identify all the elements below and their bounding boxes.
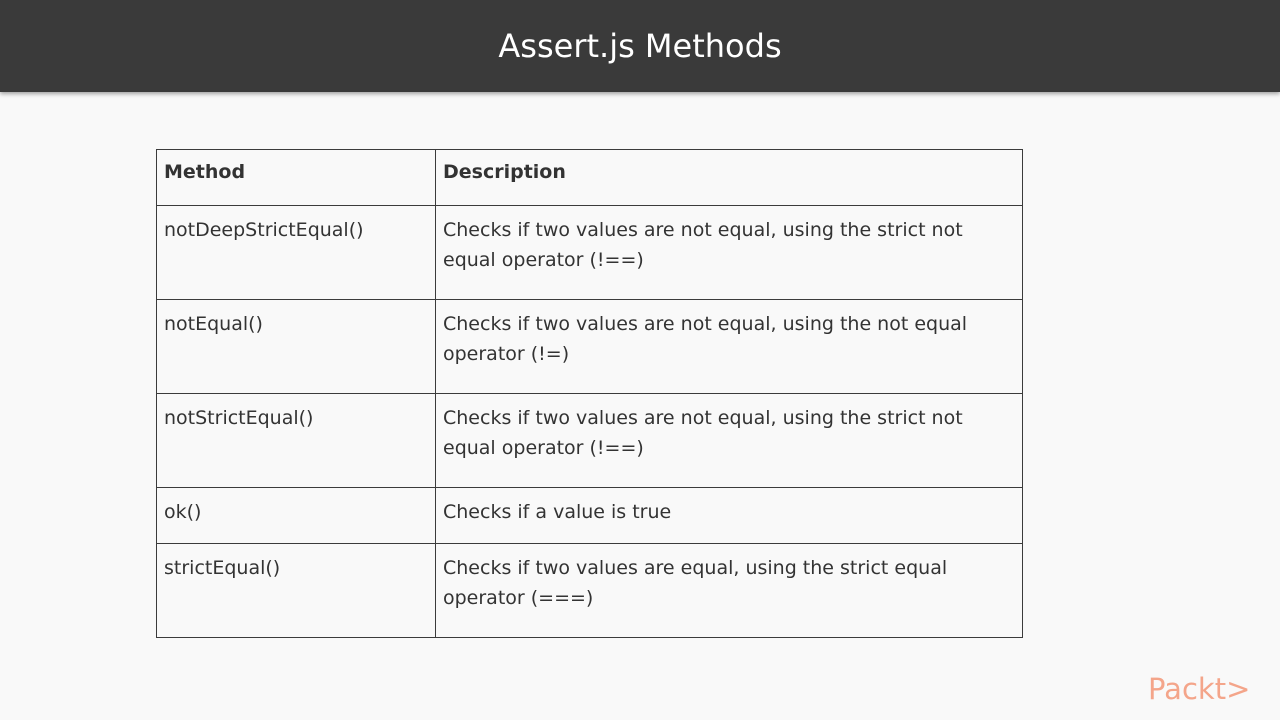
method-cell: notDeepStrictEqual() bbox=[157, 206, 436, 300]
table-row bbox=[157, 544, 1023, 638]
description-cell: Checks if two values are not equal, using the strict not equal operator (!==) bbox=[436, 206, 1023, 300]
packt-logo-mark bbox=[1148, 670, 1248, 706]
table-row bbox=[157, 488, 1023, 544]
method-cell: strictEqual() bbox=[157, 544, 436, 638]
header-method: Method bbox=[157, 150, 436, 206]
description-cell: Checks if two values are equal, using the strict equal operator (===) bbox=[436, 544, 1023, 638]
header-description: Description bbox=[436, 150, 1023, 206]
method-cell: notStrictEqual() bbox=[157, 394, 436, 488]
description-cell: Checks if a value is true bbox=[436, 488, 1023, 544]
table-row bbox=[157, 300, 1023, 394]
table-header-row bbox=[157, 150, 1023, 206]
method-cell: notEqual() bbox=[157, 300, 436, 394]
slide-title: Assert.js Methods bbox=[498, 27, 782, 65]
table-row bbox=[157, 206, 1023, 300]
packt-logo-text: Packt> bbox=[1148, 672, 1248, 706]
method-cell: ok() bbox=[157, 488, 436, 544]
title-bar bbox=[0, 0, 1280, 92]
methods-table bbox=[156, 149, 1023, 638]
description-cell: Checks if two values are not equal, using the not equal operator (!=) bbox=[436, 300, 1023, 394]
table-row bbox=[157, 394, 1023, 488]
packt-logo bbox=[1148, 670, 1248, 710]
description-cell: Checks if two values are not equal, using the strict not equal operator (!==) bbox=[436, 394, 1023, 488]
